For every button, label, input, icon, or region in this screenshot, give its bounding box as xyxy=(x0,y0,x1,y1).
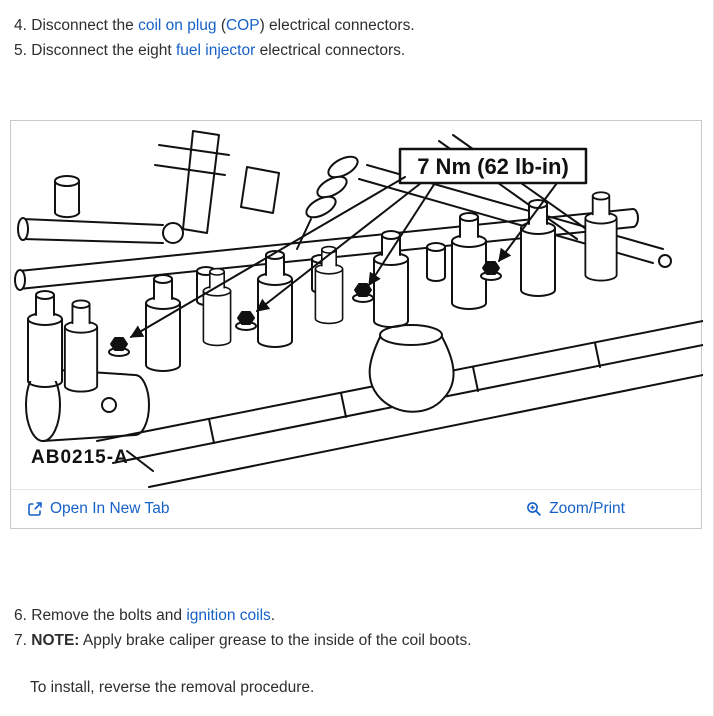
zoom-icon xyxy=(526,501,542,517)
note-label: NOTE: xyxy=(26,632,80,649)
open-in-new-tab-label: Open In New Tab xyxy=(50,500,170,517)
open-in-new-tab-link[interactable] xyxy=(27,500,169,518)
link-ignition-coils[interactable]: ignition coils xyxy=(186,607,271,624)
step-text: Disconnect the xyxy=(26,17,139,34)
step-text: ) electrical connectors. xyxy=(259,17,415,34)
step-text: Apply brake caliper grease to the inside of the coil boots. xyxy=(79,632,472,649)
step-text: Remove the bolts and xyxy=(26,607,187,624)
step-4 xyxy=(14,13,713,38)
link-cop[interactable]: COP xyxy=(225,17,260,34)
step-text: Disconnect the eight xyxy=(26,42,176,59)
torque-callout: 7 Nm (62 lb-in) xyxy=(417,154,569,179)
figure-toolbar xyxy=(11,489,701,528)
step-5 xyxy=(14,38,713,63)
step-number: 6. xyxy=(14,607,27,624)
step-text: electrical connectors. xyxy=(255,42,406,59)
closing-line xyxy=(0,653,713,700)
step-text: ( xyxy=(216,17,226,34)
link-coil-on-plug[interactable]: coil on plug xyxy=(138,17,217,34)
figure-panel xyxy=(10,120,702,529)
step-number: 4. xyxy=(14,17,27,34)
zoom-print-label: Zoom/Print xyxy=(549,500,625,517)
step-7 xyxy=(14,628,713,653)
top-instructions xyxy=(0,0,713,63)
step-6 xyxy=(14,603,713,628)
step-number: 5. xyxy=(14,42,27,59)
figure-part-code: AB0215-A xyxy=(31,447,129,468)
link-fuel-injector[interactable]: fuel injector xyxy=(176,42,256,59)
closing-text: To install, reverse the removal procedure. xyxy=(30,679,315,696)
zoom-print-link[interactable] xyxy=(526,500,625,518)
engine-diagram xyxy=(11,121,701,489)
bottom-instructions xyxy=(0,529,713,653)
step-text: . xyxy=(270,607,276,624)
open-in-new-tab-icon xyxy=(27,501,43,517)
step-number: 7. xyxy=(14,632,27,649)
